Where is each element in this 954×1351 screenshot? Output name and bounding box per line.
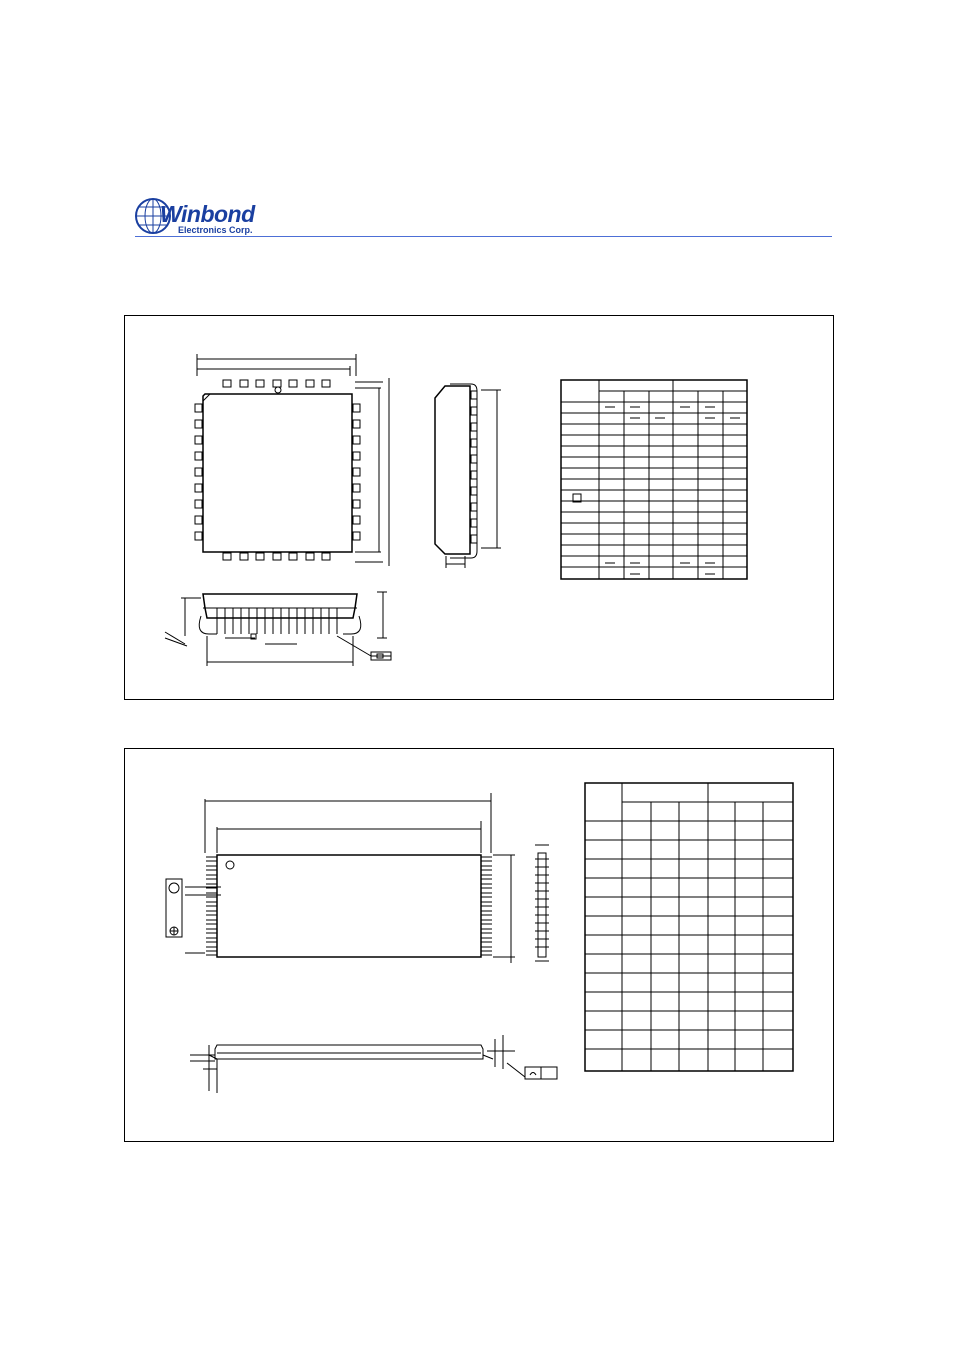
tsop-package-frame: [124, 748, 834, 1142]
brand-name: Winbond: [160, 201, 255, 227]
header-divider: [135, 236, 832, 237]
plcc-package-frame: [124, 315, 834, 700]
plcc-package-drawing: [125, 316, 833, 699]
brand-subtitle: Electronics Corp.: [178, 225, 253, 235]
tsop-package-drawing: [125, 749, 833, 1141]
